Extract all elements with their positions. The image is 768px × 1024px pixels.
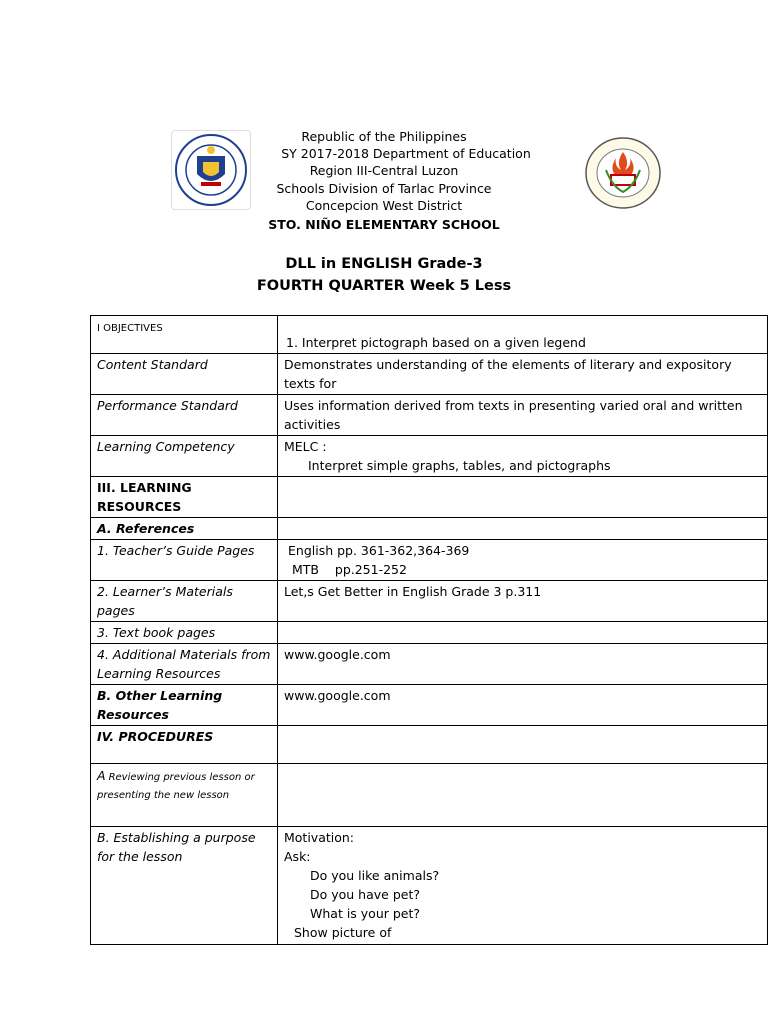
header-republic: Republic of the Philippines: [301, 129, 467, 144]
table-row: [91, 436, 768, 477]
purpose-ask: Ask:: [284, 849, 311, 864]
reviewing-label: Reviewing previous lesson or presenting the new lesson: [97, 772, 255, 801]
table-row: [91, 622, 768, 644]
performance-standard-value: Uses information derived from texts in presenting varied oral and written activities: [278, 395, 768, 436]
header-sy-deped: SY 2017-2018 Department of Education: [281, 146, 531, 161]
learning-competency-label: Learning Competency: [91, 436, 278, 477]
performance-standard-label: Performance Standard: [91, 395, 278, 436]
objectives-label: I OBJECTIVES: [97, 323, 163, 334]
table-row: [91, 316, 768, 354]
learning-resources-label: III. LEARNING RESOURCES: [91, 477, 278, 518]
competency-text: Interpret simple graphs, tables, and pictographs: [308, 458, 611, 473]
table-row: [91, 685, 768, 726]
purpose-q2: Do you have pet?: [310, 887, 420, 902]
purpose-q3: What is your pet?: [310, 906, 421, 921]
additional-materials-value: www.google.com: [278, 644, 768, 685]
header-district: Concepcion West District: [305, 198, 463, 213]
purpose-motivation: Motivation:: [284, 830, 355, 845]
table-row: [91, 477, 768, 518]
textbook-pages-label: 3. Text book pages: [91, 622, 278, 644]
purpose-show-picture: Show picture of: [294, 925, 392, 940]
table-row: [91, 764, 768, 827]
table-row: [91, 540, 768, 581]
other-resources-label: B. Other Learning Resources: [91, 685, 278, 726]
header-school-name: STO. NIÑO ELEMENTARY SCHOOL: [268, 217, 500, 232]
content-standard-value: Demonstrates understanding of the elements of literary and expository texts for: [278, 354, 768, 395]
table-row: [91, 518, 768, 540]
table-row: [91, 726, 768, 764]
doc-title-line2: FOURTH QUARTER Week 5 Less: [256, 278, 512, 294]
teachers-guide-label: 1. Teacher’s Guide Pages: [91, 540, 278, 581]
table-row: [91, 827, 768, 945]
procedures-label: IV. PROCEDURES: [91, 726, 278, 764]
content-standard-label: Content Standard: [91, 354, 278, 395]
learners-materials-label: 2. Learner’s Materials pages: [91, 581, 278, 622]
table-row: [91, 395, 768, 436]
table-row: [91, 644, 768, 685]
teachers-guide-mtb: MTB pp.251-252: [292, 562, 407, 577]
competency-melc: MELC :: [284, 439, 327, 454]
table-row: [91, 581, 768, 622]
reviewing-letter: A: [97, 768, 106, 783]
objectives-value: 1. Interpret pictograph based on a given legend: [286, 335, 586, 350]
table-row: [91, 354, 768, 395]
purpose-q1: Do you like animals?: [310, 868, 440, 883]
other-resources-value: www.google.com: [278, 685, 768, 726]
purpose-label: B. Establishing a purpose for the lesson: [91, 827, 278, 945]
header-division: Schools Division of Tarlac Province: [276, 181, 492, 196]
header-region: Region III-Central Luzon: [309, 163, 459, 178]
references-label: A. References: [91, 518, 278, 540]
teachers-guide-english: English pp. 361-362,364-369: [288, 543, 470, 558]
additional-materials-label: 4. Additional Materials from Learning Resources: [91, 644, 278, 685]
doc-title-line1: DLL in ENGLISH Grade-3: [285, 256, 483, 272]
learners-materials-value: Let,s Get Better in English Grade 3 p.311: [278, 581, 768, 622]
dll-table: [90, 315, 768, 945]
